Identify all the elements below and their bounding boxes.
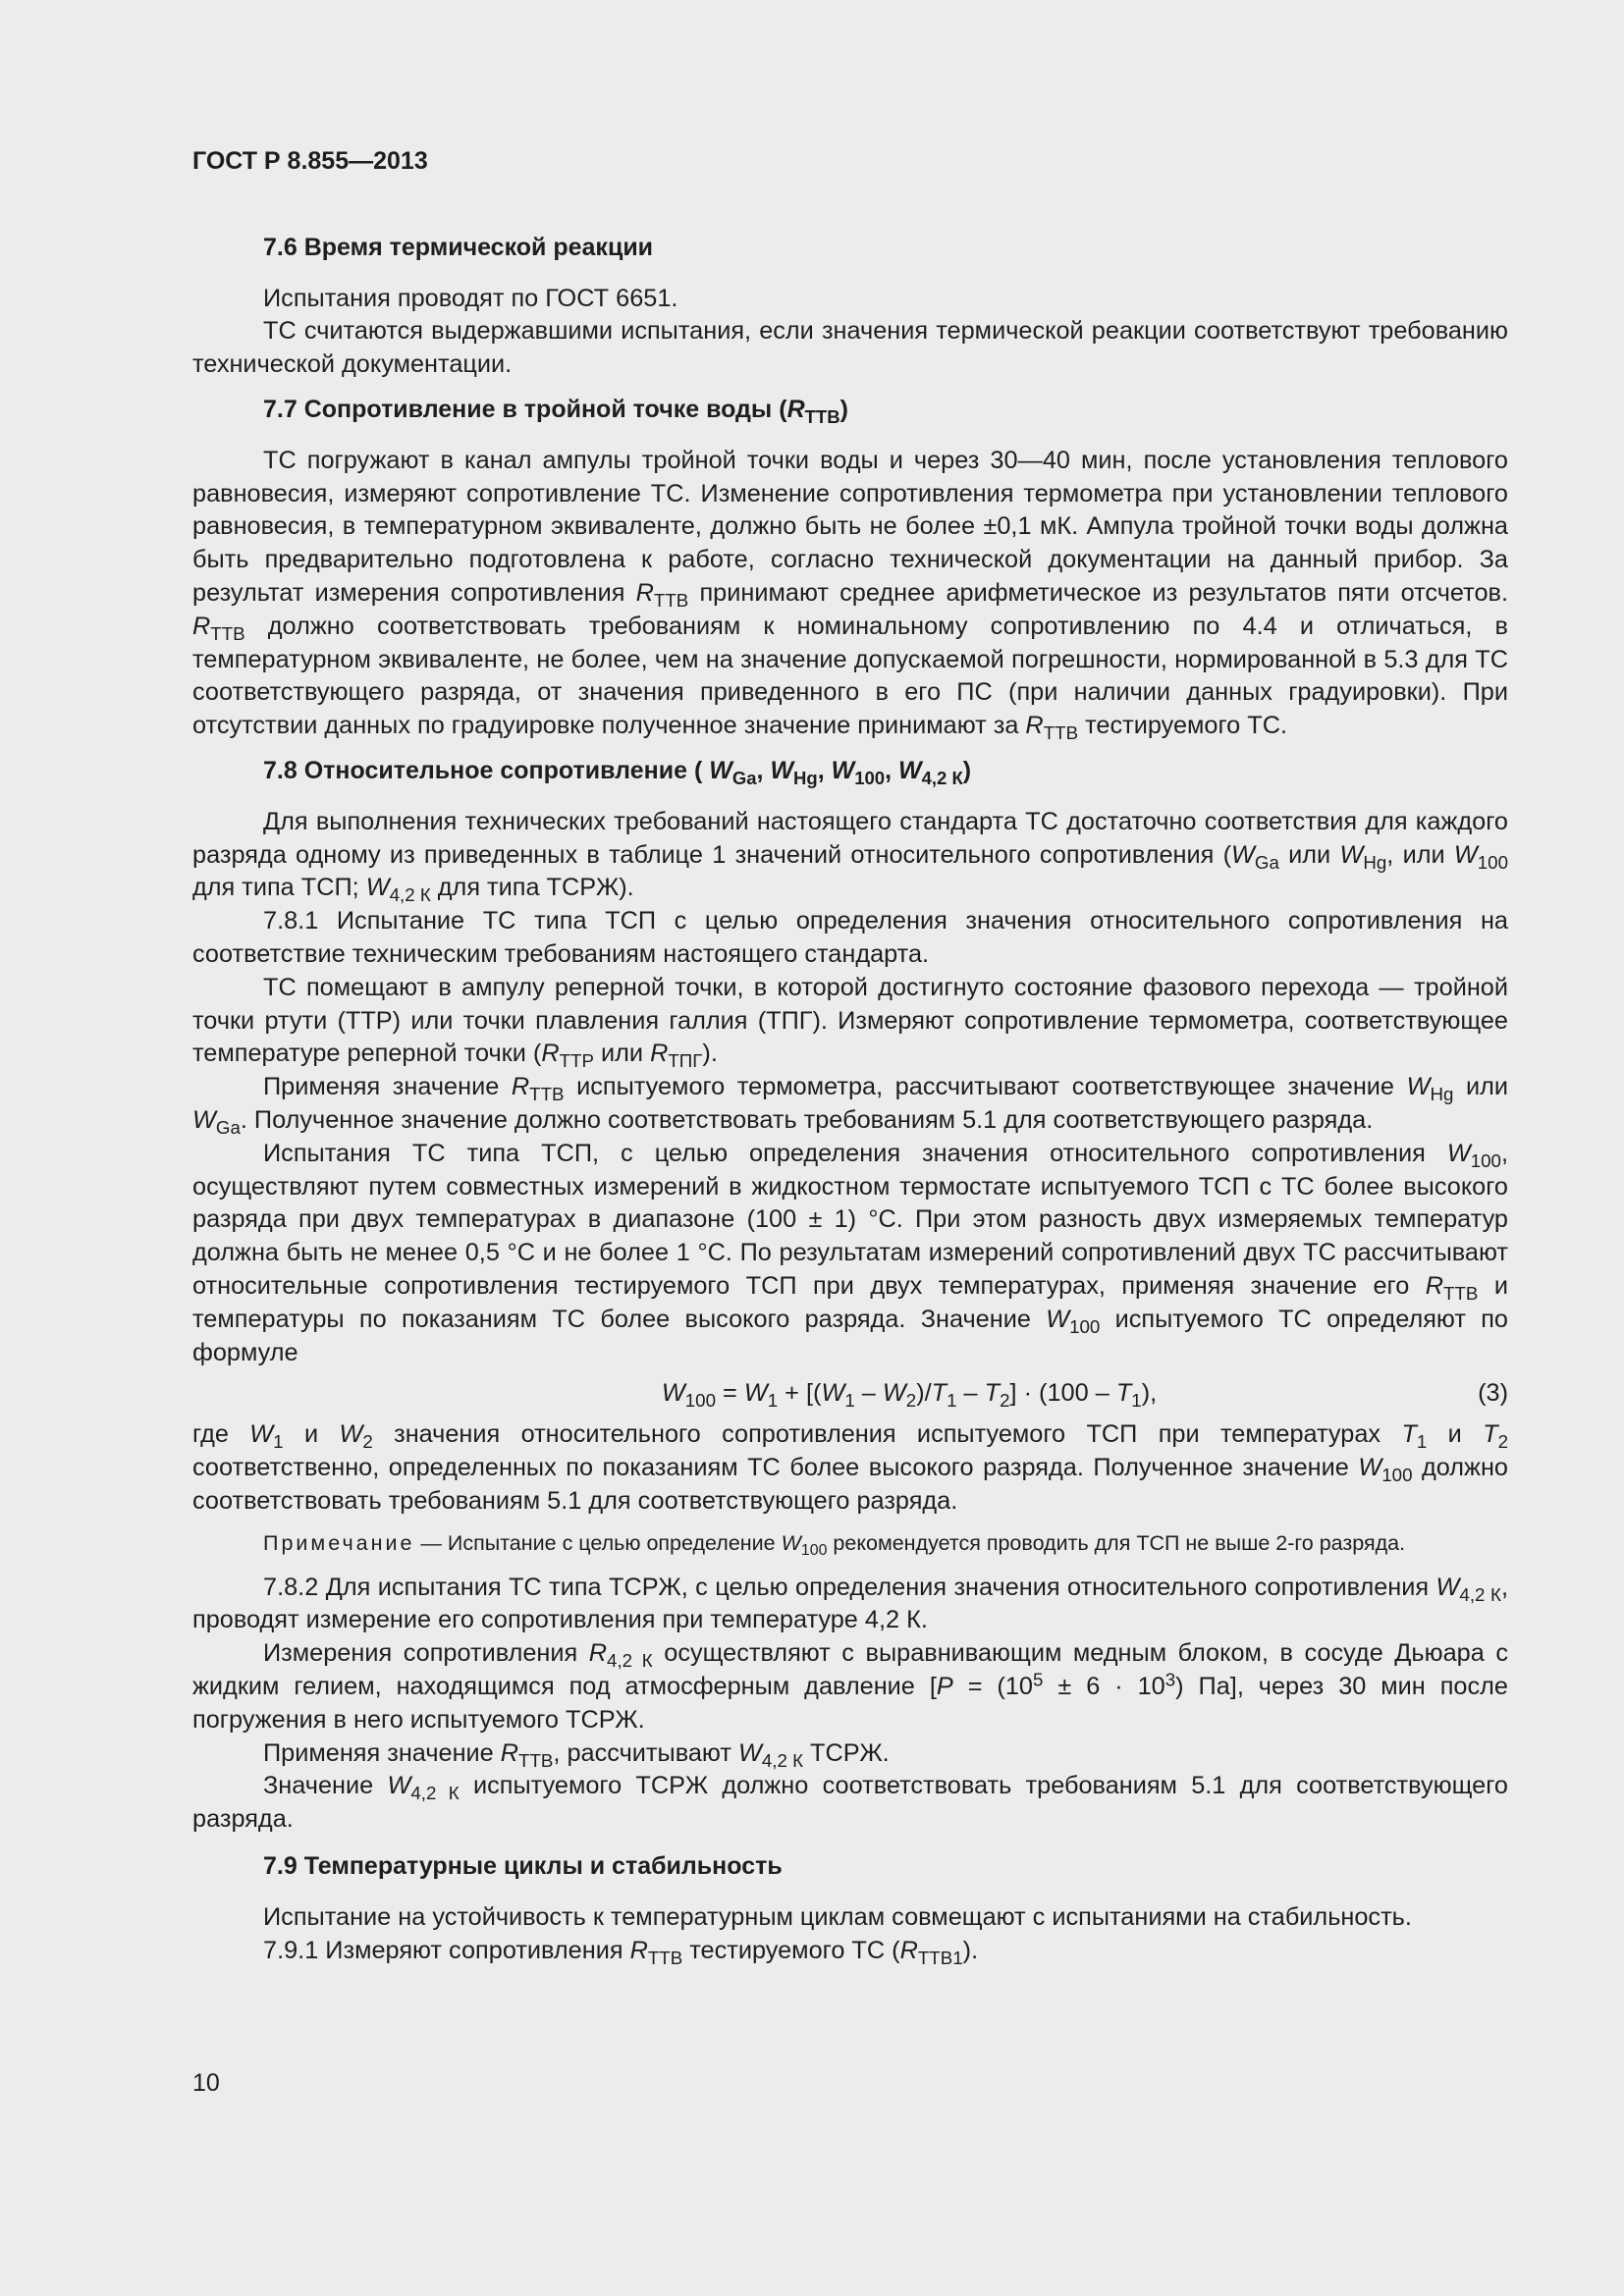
- symbol: W: [1231, 840, 1255, 869]
- text: значения относительного сопротивления испытуемого ТСП при температурах: [372, 1420, 1402, 1449]
- subscript: ТТВ: [518, 1749, 554, 1771]
- section-number: 7.6: [263, 233, 298, 261]
- subscript: 100: [800, 1541, 828, 1559]
- subscript: 2: [905, 1390, 917, 1412]
- paragraph: [192, 1138, 1508, 1370]
- text: = (10: [952, 1673, 1033, 1701]
- subscript: 4,2 К: [761, 1749, 803, 1771]
- text: ТСРЖ.: [802, 1738, 890, 1767]
- text: принимают среднее арифметическое из результатов пяти отсчетов.: [688, 578, 1508, 607]
- text: + [(: [778, 1379, 822, 1408]
- symbol: W: [882, 1379, 906, 1408]
- subscript: Ga: [731, 767, 757, 788]
- text: где: [192, 1420, 250, 1449]
- text: и температуры по показаниям ТС более высокого разряда. Значение: [192, 1271, 1508, 1333]
- text: ± 6 · 10: [1043, 1673, 1165, 1701]
- symbol: T: [931, 1379, 947, 1408]
- text: и: [283, 1420, 340, 1449]
- subscript: 100: [854, 767, 886, 788]
- text: и: [1427, 1420, 1484, 1449]
- symbol: T: [984, 1379, 1001, 1408]
- symbol: W: [339, 1420, 363, 1449]
- superscript: 5: [1032, 1669, 1044, 1690]
- symbol: W: [249, 1420, 274, 1449]
- symbol: R: [650, 1040, 669, 1068]
- subscript: Hg: [1430, 1084, 1454, 1105]
- subscript: ТТВ: [804, 405, 840, 427]
- symbol: W: [1358, 1454, 1382, 1482]
- symbol: R: [1025, 712, 1044, 740]
- subscript: ТТВ: [1443, 1282, 1479, 1304]
- subscript: 2: [362, 1431, 373, 1453]
- symbol: T: [1115, 1379, 1132, 1408]
- symbol: W: [661, 1379, 685, 1408]
- text: осуществляют с выравнивающим медным блоком, в сосуде Дьюара с жидким гелием, находящимся под атмосферным давление [: [192, 1639, 1508, 1701]
- subscript: Ga: [215, 1116, 241, 1138]
- symbol: W: [365, 874, 390, 902]
- subscript: ТТВ1: [917, 1947, 963, 1968]
- text: ТС погружают в канал ампулы тройной точки воды и через 30—40 мин, после установления теплового равновесия, измеряют сопротивление ТС. Изменение сопротивления термометра при установлении теплового равновесия, в температурном эквиваленте, должно быть не более ±0,1 мК. Ампула тройной точки воды должна быть предварительно подготовлена к работе, согласно технической документации на данный прибор. За результат измерения сопротивления: [192, 446, 1508, 607]
- paragraph: [192, 1935, 1508, 1968]
- symbol: R: [635, 578, 654, 607]
- symbol: W: [743, 1379, 768, 1408]
- superscript: 3: [1164, 1669, 1176, 1690]
- text: или: [1278, 840, 1340, 869]
- symbol: W: [737, 1738, 762, 1767]
- text: испытуемого ТСРЖ должно соответствовать требованиям 5.1 для соответствующего разряда.: [192, 1772, 1508, 1834]
- section-title: Температурные циклы и стабильность: [303, 1852, 783, 1881]
- section-7-7-heading: [192, 394, 1508, 427]
- section-title: Сопротивление в тройной точке воды (: [303, 395, 787, 423]
- page-number: 10: [192, 2069, 220, 2097]
- subscript: Hg: [793, 767, 818, 788]
- page-content: [192, 145, 1508, 1967]
- symbol: R: [192, 612, 211, 640]
- subscript: 4,2 К: [921, 767, 963, 788]
- text: Применяя значение: [263, 1738, 501, 1767]
- text: испытуемого ТС определяют по формуле: [192, 1305, 1508, 1366]
- symbol: W: [1046, 1305, 1070, 1333]
- subscript: 1: [273, 1431, 284, 1453]
- section-7-6-heading: [192, 232, 1508, 265]
- text: 7.9.1 Измеряют сопротивления: [263, 1936, 630, 1964]
- text: Измерения сопротивления: [263, 1639, 589, 1668]
- subscript: 1: [844, 1390, 855, 1412]
- subscript: 4,2 К: [389, 884, 431, 906]
- paragraph: [192, 1071, 1508, 1138]
- subscript: 2: [1000, 1390, 1010, 1412]
- text: , или: [1386, 840, 1454, 869]
- symbol: R: [500, 1738, 519, 1767]
- symbol: R: [511, 1073, 530, 1101]
- text: должно соответствовать требованиям 5.1 для соответствующего разряда.: [192, 1454, 1508, 1515]
- subscript: 100: [684, 1390, 716, 1412]
- symbol: W: [770, 756, 794, 784]
- text: Для выполнения технических требований настоящего стандарта ТС достаточно соответствия для каждого разряда одному из приведенных в таблице 1 значений относительного сопротивления (: [192, 807, 1508, 869]
- text: =: [715, 1379, 744, 1408]
- subscript: ТТВ: [647, 1947, 683, 1968]
- subscript: 100: [1477, 851, 1508, 873]
- subscript: ТТВ: [1043, 722, 1079, 744]
- subscript: Hg: [1363, 851, 1387, 873]
- subscript: 2: [1497, 1431, 1509, 1453]
- symbol: W: [387, 1772, 411, 1800]
- text: или: [1453, 1073, 1508, 1101]
- text: ) Па], через 30 мин после погружения в него испытуемого ТСРЖ.: [192, 1673, 1508, 1734]
- text: рекомендуется проводить для ТСП не выше 2-го разряда.: [827, 1530, 1406, 1555]
- symbol: R: [786, 395, 805, 423]
- subscript: 1: [767, 1390, 779, 1412]
- paragraph: [192, 1418, 1508, 1518]
- symbol: T: [1483, 1420, 1498, 1449]
- section-7-8-heading: [192, 755, 1508, 788]
- paragraph: [192, 1637, 1508, 1736]
- paragraph: [192, 1770, 1508, 1837]
- paragraph: [192, 806, 1508, 905]
- symbol: W: [821, 1379, 845, 1408]
- text: ),: [1141, 1379, 1158, 1408]
- text: Испытания ТС типа ТСП, с целью определения значения относительного сопротивления: [263, 1139, 1447, 1167]
- subscript: 1: [1131, 1390, 1142, 1412]
- formula-expression: [662, 1377, 1157, 1411]
- section-number: 7.9: [263, 1852, 298, 1881]
- text: должно соответствовать требованиям к номинальному сопротивлению по 4.4 и отличаться, в температурном эквиваленте, не более, чем на значение допускаемой погрешности, нормированной в 5.3 для ТС соответствующего разряда, от значения приведенного в его ПС (при наличии данных градуировки). При отсутствии данных по градуировке полученное значение принимают за: [192, 612, 1508, 740]
- subscript: 4,2 К: [1459, 1583, 1501, 1605]
- text: тестируемого ТС.: [1078, 712, 1288, 740]
- section-title: Время термической реакции: [303, 233, 654, 261]
- symbol: R: [629, 1936, 648, 1964]
- text: для типа ТСРЖ).: [430, 874, 634, 902]
- section-number: 7.8: [263, 756, 298, 784]
- subscript: ТТВ: [210, 622, 245, 644]
- subscript: 100: [1470, 1149, 1501, 1171]
- subscript: Ga: [1254, 851, 1279, 873]
- paragraph: [192, 1737, 1508, 1771]
- symbol: R: [1425, 1271, 1444, 1300]
- text: — Испытание с целью определение: [414, 1530, 782, 1555]
- text: ,: [756, 756, 771, 784]
- text: ).: [702, 1040, 718, 1068]
- text: ): [839, 395, 848, 423]
- subscript: ТПГ: [668, 1050, 703, 1072]
- section-title: Относительное сопротивление (: [303, 756, 710, 784]
- text: )/: [916, 1379, 932, 1408]
- symbol: W: [1446, 1139, 1471, 1167]
- text: ТС помещают в ампулу реперной точки, в которой достигнуто состояние фазового перехода — тройной точки ртути (ТТР) или точки плавления галлия (ТПГ). Измеряют сопротивление термометра, соответствующее температуре реперной точки (: [192, 973, 1508, 1068]
- symbol: R: [588, 1639, 608, 1668]
- text: тестируемого ТС (: [682, 1936, 900, 1964]
- text: –: [854, 1379, 883, 1408]
- symbol: W: [1339, 840, 1364, 869]
- subscript: ТТВ: [653, 589, 689, 611]
- text: ,: [817, 756, 832, 784]
- symbol: T: [1401, 1420, 1417, 1449]
- text: , осуществляют путем совместных измерений в жидкостном термостате испытуемого ТСП с ТС более высокого разряда при двух температурах в диапазоне (100 ± 1) °С. При этом разность двух измеряемых температур должна быть не менее 0,5 °С и не более 1 °С. По результатам измерений сопротивлений двух ТС рассчитывают относительные сопротивления тестируемого ТСП при двух температурах, применяя значение его: [192, 1139, 1508, 1300]
- formula-3: [192, 1377, 1508, 1411]
- text: . Полученное значение должно соответствовать требованиям 5.1 для соответствующего разряда.: [240, 1105, 1374, 1134]
- note: [192, 1528, 1508, 1558]
- section-number: 7.7: [263, 395, 298, 423]
- paragraph: [192, 1572, 1508, 1638]
- symbol: W: [831, 756, 855, 784]
- paragraph: Испытание на устойчивость к температурным циклам совмещают с испытаниями на стабильность.: [263, 1902, 1412, 1931]
- subscript: 1: [1416, 1431, 1428, 1453]
- text: –: [956, 1379, 985, 1408]
- symbol: W: [709, 756, 732, 784]
- subscript: 100: [1381, 1465, 1413, 1486]
- symbol: W: [1435, 1573, 1460, 1601]
- text: ] · (100 –: [1009, 1379, 1116, 1408]
- symbol: W: [898, 756, 922, 784]
- section-7-9-heading: [192, 1850, 1508, 1884]
- note-label: Примечание: [263, 1530, 415, 1555]
- subscript: 4,2 К: [607, 1650, 653, 1672]
- formula-number: (3): [1478, 1379, 1508, 1408]
- symbol: W: [1406, 1073, 1431, 1101]
- paragraph: ТС считаются выдержавшими испытания, если значения термической реакции соответствуют требованию технической документации.: [192, 317, 1508, 379]
- paragraph: Испытания проводят по ГОСТ 6651.: [263, 284, 678, 312]
- text: для типа ТСП;: [192, 874, 366, 902]
- subscript: 100: [1069, 1315, 1101, 1337]
- subscript: ТТР: [559, 1050, 594, 1072]
- text: 7.8.2 Для испытания ТС типа ТСРЖ, с целью определения значения относительного сопротивления: [263, 1573, 1436, 1601]
- paragraph: [192, 972, 1508, 1071]
- subscript: ТТВ: [529, 1084, 565, 1105]
- subscript: 4,2 К: [410, 1783, 460, 1804]
- document-header: ГОСТ Р 8.855—2013: [192, 147, 428, 175]
- symbol: R: [899, 1936, 918, 1964]
- text: , проводят измерение его сопротивления при температуре 4,2 К.: [192, 1573, 1508, 1634]
- text: испытуемого термометра, рассчитывают соответствующее значение: [564, 1073, 1407, 1101]
- text: Значение: [263, 1772, 388, 1800]
- text: соответственно, определенных по показаниям ТС более высокого разряда. Полученное значение: [192, 1454, 1359, 1482]
- text: Применяя значение: [263, 1073, 512, 1101]
- text: , рассчитывают: [553, 1738, 738, 1767]
- text: ,: [885, 756, 899, 784]
- symbol: P: [936, 1673, 953, 1701]
- text: ): [962, 756, 972, 784]
- symbol: R: [541, 1040, 560, 1068]
- paragraph: 7.8.1 Испытание ТС типа ТСП с целью определения значения относительного сопротивления на соответствие техническим требованиям настоящего стандарта.: [192, 907, 1508, 968]
- subscript: 1: [947, 1390, 957, 1412]
- text: ).: [962, 1936, 979, 1964]
- text: или: [593, 1040, 651, 1068]
- symbol: W: [1453, 840, 1478, 869]
- symbol: W: [192, 1105, 216, 1134]
- symbol: W: [781, 1530, 801, 1555]
- paragraph: [192, 445, 1508, 743]
